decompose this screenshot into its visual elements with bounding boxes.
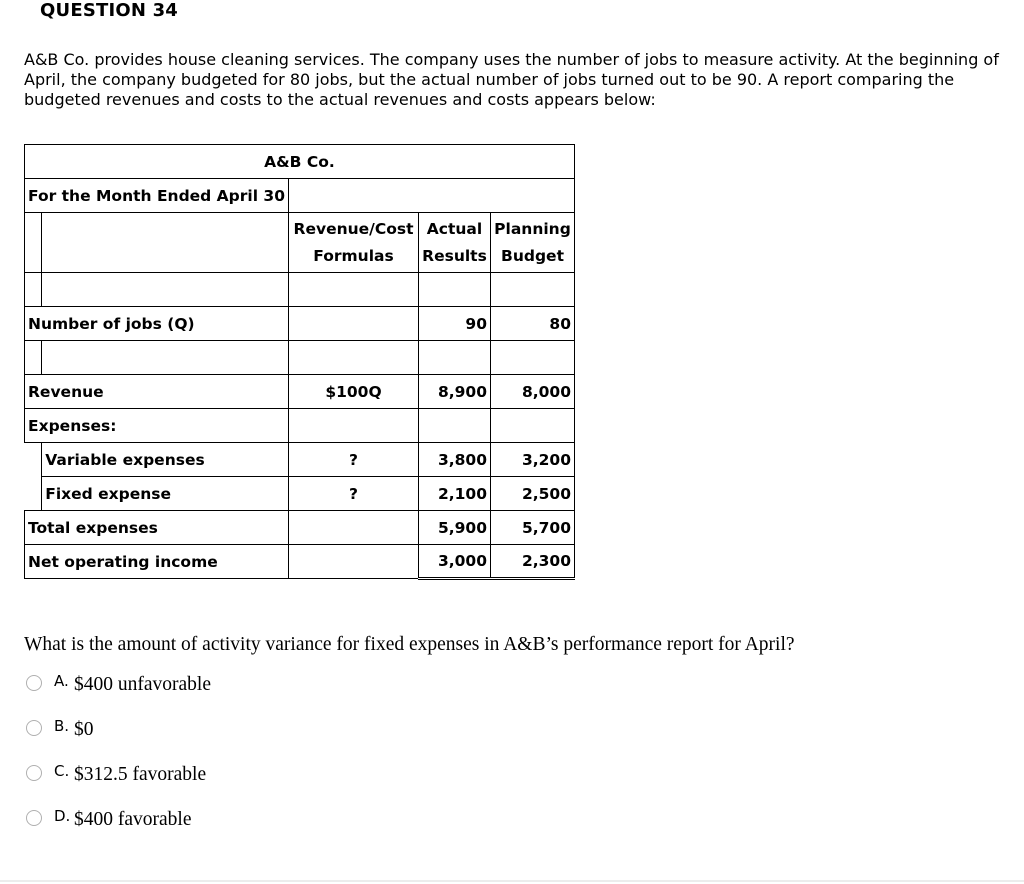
total-label: Total expenses	[25, 511, 289, 545]
noi-label: Net operating income	[25, 545, 289, 579]
option-letter: B.	[54, 717, 70, 735]
actual-header-line1: Actual	[426, 219, 483, 238]
variable-formula: ?	[289, 443, 419, 477]
option-text: $0	[74, 719, 94, 740]
radio-button-icon[interactable]	[26, 810, 42, 826]
option-letter: D.	[54, 807, 71, 825]
spacer-row	[25, 341, 575, 375]
column-header-row	[25, 213, 575, 273]
expenses-header-label: Expenses:	[25, 409, 289, 443]
header-label-blank	[42, 213, 289, 273]
total-planning: 5,700	[491, 511, 575, 545]
performance-report-table	[24, 144, 575, 580]
revenue-planning: 8,000	[491, 375, 575, 409]
spacer-cell	[289, 341, 419, 375]
revenue-formula: $100Q	[289, 375, 419, 409]
fixed-actual: 2,100	[419, 477, 491, 511]
stem-text: A&B Co. provides house cleaning services. The company uses the number of jobs to measure activity. At the beginning of April, the company budgeted for 80 jobs, but the actual number of jobs turned out to be 90. A report comparing the budgeted revenues and costs to the actual revenues and costs appears below:	[24, 50, 999, 109]
variable-actual: 3,800	[419, 443, 491, 477]
total-expenses-row	[25, 511, 575, 545]
question-text: What is the amount of activity variance for fixed expenses in A&B’s performance report for April?	[24, 634, 795, 655]
spacer-gutter	[25, 341, 42, 375]
variable-label: Variable expenses	[42, 443, 289, 477]
total-formula	[289, 511, 419, 545]
period-label: For the Month Ended April 30	[25, 179, 289, 213]
variable-planning: 3,200	[491, 443, 575, 477]
spacer-cell	[42, 273, 289, 307]
fixed-formula: ?	[289, 477, 419, 511]
spacer-row	[25, 273, 575, 307]
company-name: A&B Co.	[25, 145, 575, 179]
fixed-label: Fixed expense	[42, 477, 289, 511]
net-operating-income-row	[25, 545, 575, 579]
spacer-cell	[491, 273, 575, 307]
question-stem	[24, 50, 1004, 110]
bottom-divider	[0, 880, 1024, 882]
period-row	[25, 179, 575, 213]
expenses-blank	[491, 409, 575, 443]
jobs-formula	[289, 307, 419, 341]
formula-column-header	[289, 213, 419, 273]
revenue-row	[25, 375, 575, 409]
total-actual: 5,900	[419, 511, 491, 545]
radio-button-icon[interactable]	[26, 765, 42, 781]
period-blank	[289, 179, 575, 213]
noi-formula	[289, 545, 419, 579]
planning-column-header	[491, 213, 575, 273]
jobs-planning: 80	[491, 307, 575, 341]
actual-header-line2: Results	[422, 246, 487, 265]
noi-actual: 3,000	[419, 545, 491, 579]
planning-header-line1: Planning	[494, 219, 571, 238]
spacer-cell	[491, 341, 575, 375]
jobs-actual: 90	[419, 307, 491, 341]
planning-header-line2: Budget	[501, 246, 564, 265]
question-title: QUESTION 34	[40, 0, 179, 21]
option-text: $312.5 favorable	[74, 764, 207, 785]
variable-gutter	[25, 443, 42, 477]
spacer-cell	[42, 341, 289, 375]
spacer-cell	[419, 341, 491, 375]
expenses-blank	[289, 409, 419, 443]
spacer-cell	[419, 273, 491, 307]
company-row	[25, 145, 575, 179]
option-text: $400 favorable	[74, 809, 192, 830]
fixed-expense-row	[25, 477, 575, 511]
fixed-gutter	[25, 477, 42, 511]
option-letter: C.	[54, 762, 70, 780]
variable-expenses-row	[25, 443, 575, 477]
spacer-gutter	[25, 273, 42, 307]
expenses-header-row	[25, 409, 575, 443]
header-gutter	[25, 213, 42, 273]
spacer-cell	[289, 273, 419, 307]
revenue-actual: 8,900	[419, 375, 491, 409]
formula-header-line1: Revenue/Cost	[293, 219, 414, 238]
noi-planning: 2,300	[491, 545, 575, 579]
option-letter: A.	[54, 672, 69, 690]
expenses-blank	[419, 409, 491, 443]
actual-column-header	[419, 213, 491, 273]
option-text: $400 unfavorable	[74, 674, 211, 695]
revenue-label: Revenue	[25, 375, 289, 409]
formula-header-line2: Formulas	[313, 246, 394, 265]
fixed-planning: 2,500	[491, 477, 575, 511]
jobs-label: Number of jobs (Q)	[25, 307, 289, 341]
radio-button-icon[interactable]	[26, 720, 42, 736]
radio-button-icon[interactable]	[26, 675, 42, 691]
jobs-row	[25, 307, 575, 341]
